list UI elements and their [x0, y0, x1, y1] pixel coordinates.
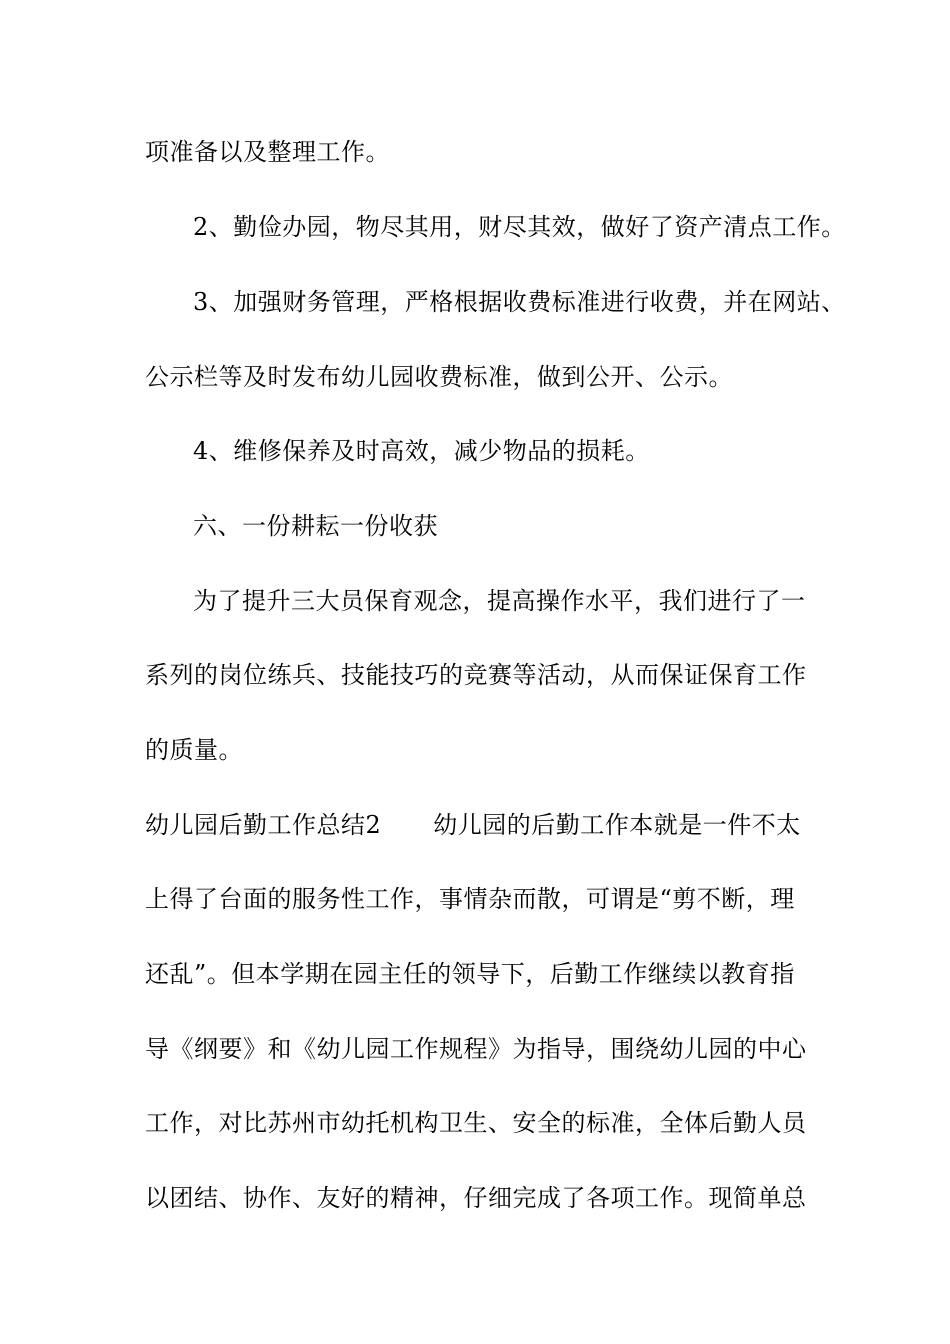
text-line: 还乱”。但本学期在园主任的领导下，后勤工作继续以教育指	[145, 960, 795, 988]
section-heading: 六、一份耕耘一份收获	[193, 512, 438, 540]
article-title: 幼儿园后勤工作总结2	[145, 811, 382, 839]
text-line: 3、加强财务管理，严格根据收费标准进行收费，并在网站、	[193, 288, 846, 316]
text-line: 导《纲要》和《幼儿园工作规程》为指导，围绕幼儿园的中心	[145, 1035, 807, 1063]
text-line: 工作，对比苏州市幼托机构卫生、安全的标准，全体后勤人员	[145, 1109, 807, 1137]
text-line: 4、维修保养及时高效，减少物品的损耗。	[193, 437, 650, 465]
text-line: 公示栏等及时发布幼儿园收费标准，做到公开、公示。	[145, 363, 733, 391]
text-line: 系列的岗位练兵、技能技巧的竞赛等活动，从而保证保育工作	[145, 661, 807, 689]
text-segment: 幼儿园的后勤工作本就是一件不太	[433, 811, 801, 839]
text-line: 的质量。	[145, 736, 243, 764]
text-line: 上得了台面的服务性工作，事情杂而散，可谓是“剪不断，理	[145, 885, 795, 913]
text-line: 2、勤俭办园，物尽其用，财尽其效，做好了资产清点工作。	[193, 213, 846, 241]
text-line: 项准备以及整理工作。	[145, 138, 390, 166]
text-line: 为了提升三大员保育观念，提高操作水平，我们进行了一	[193, 587, 806, 615]
article-title-line	[145, 810, 801, 840]
text-line: 以团结、协作、友好的精神，仔细完成了各项工作。现简单总	[145, 1184, 807, 1212]
